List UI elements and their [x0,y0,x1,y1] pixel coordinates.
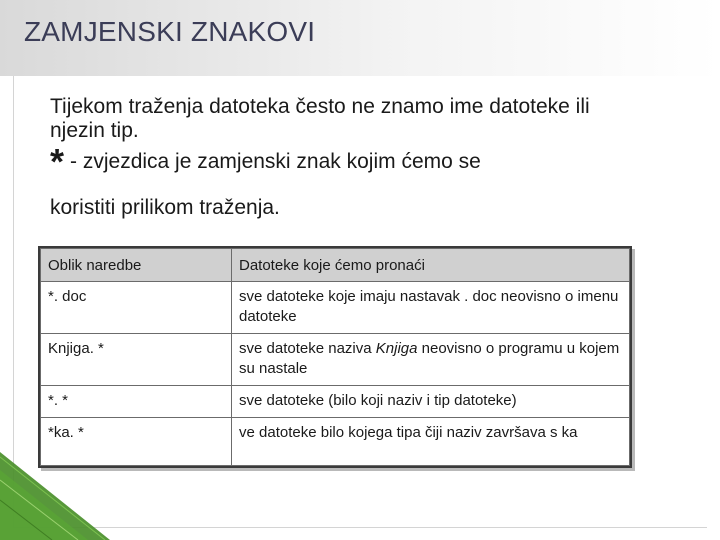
row-description: sve datoteke koje imaju nastavak . doc neovisno o imenu datoteke [232,282,630,334]
row-pattern: *. * [41,386,232,418]
row-pattern: *. doc [41,282,232,334]
wildcard-line [50,141,640,182]
table-row [41,282,630,334]
italic-name: Knjiga [375,340,418,357]
green-corner-decoration [0,452,110,540]
row-pattern: Knjiga. * [41,334,232,386]
frame-line-bottom [13,527,707,528]
table-row [41,418,630,466]
row-description: sve datoteke naziva Knjiga neovisno o programu u kojem su nastale [232,334,630,386]
wildcard-description: - zvjezdica je zamjenski znak kojim ćemo se [70,150,481,173]
intro-paragraph: Tijekom traženja datoteka često ne znamo ime datoteke ili njezin tip. [50,95,590,142]
row-description: sve datoteke (bilo koji naziv i tip datoteke) [232,386,630,418]
wildcard-description-cont: koristiti prilikom traženja. [50,196,280,219]
wildcard-table [38,246,632,468]
header-pattern: Oblik naredbe [41,249,232,282]
slide-title: ZAMJENSKI ZNAKOVI [24,16,316,47]
row-pattern: *ka. * [41,418,232,466]
table-row [41,334,630,386]
table-row [41,386,630,418]
row-description: ve datoteke bilo kojega tipa čiji naziv završava s ka [232,418,630,466]
table-header-row [41,249,630,282]
header-result: Datoteke koje ćemo pronaći [232,249,630,282]
asterisk-symbol: * [50,141,65,182]
